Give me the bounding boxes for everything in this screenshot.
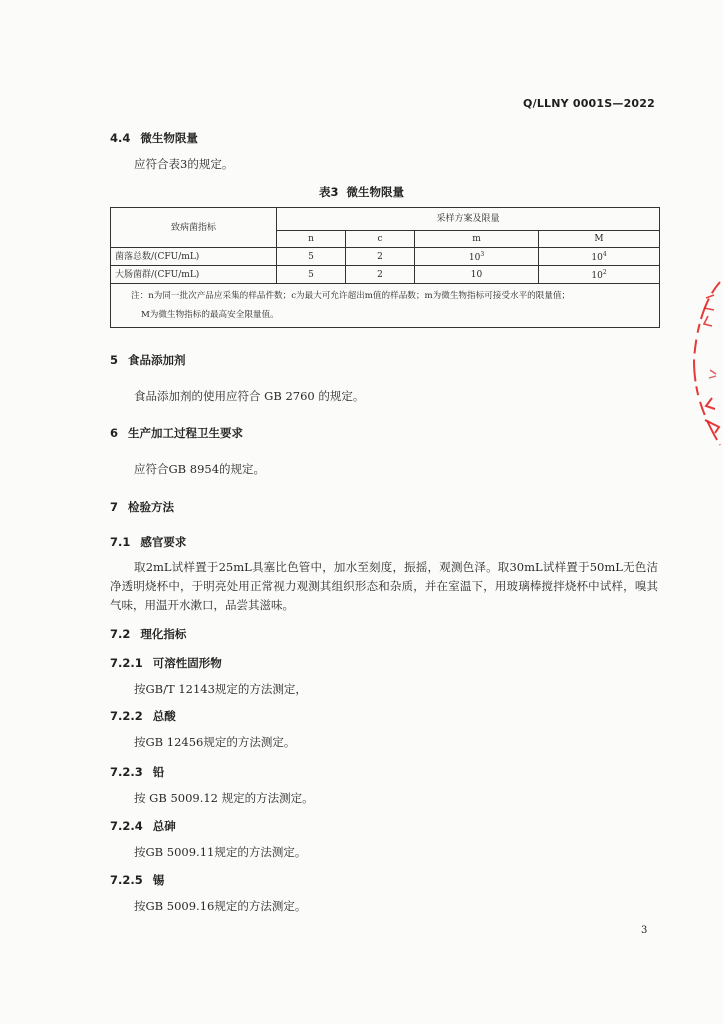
section-7-2-1-text: 按GB/T 12143规定的方法测定， — [134, 682, 307, 696]
section-title: 总酸 — [152, 709, 176, 723]
section-number: 7.2.4 — [110, 819, 143, 833]
table-header-group: 采样方案及限量 — [277, 208, 660, 231]
section-title: 生产加工过程卫生要求 — [128, 426, 244, 440]
table-note — [111, 284, 660, 328]
section-7-2-4-heading — [110, 818, 176, 834]
table-cell-c: 2 — [346, 248, 415, 266]
table-cell-M: $10^2$ — [539, 266, 660, 284]
table-caption — [0, 184, 723, 200]
section-4-4-text: 应符合表3的规定。 — [134, 157, 234, 171]
section-7-2-heading — [110, 626, 186, 642]
table-row — [111, 248, 660, 266]
section-title: 总砷 — [152, 819, 176, 833]
table-note-line-2: M为微生物指标的最高安全限量值。 — [141, 310, 279, 320]
section-title: 检验方法 — [128, 500, 175, 514]
section-7-2-3-heading — [110, 764, 164, 780]
section-number: 5 — [110, 353, 119, 367]
section-number: 4.4 — [110, 131, 131, 145]
section-4-4-heading — [110, 130, 198, 146]
table-subheader-c: c — [346, 231, 415, 248]
section-number: 7 — [110, 500, 119, 514]
section-7-1-heading — [110, 534, 186, 550]
document-code-header: Q/LLNY 0001S—2022 — [523, 97, 655, 110]
section-7-2-3-text: 按 GB 5009.12 规定的方法测定。 — [134, 791, 314, 805]
section-7-2-5-heading — [110, 872, 164, 888]
section-title: 感官要求 — [140, 535, 187, 549]
section-7-heading — [110, 499, 174, 515]
section-7-2-4-text: 按GB 5009.11规定的方法测定。 — [134, 845, 307, 859]
red-seal-stamp — [690, 280, 723, 450]
table-cell-m: $10^3$ — [415, 248, 539, 266]
page-number: 3 — [641, 925, 648, 936]
section-7-2-2-text: 按GB 12456规定的方法测定。 — [134, 735, 296, 749]
table-cell-m: 10 — [415, 266, 539, 284]
table-cell-c: 2 — [346, 266, 415, 284]
section-7-2-5-text: 按GB 5009.16规定的方法测定。 — [134, 899, 307, 913]
table-cell-n: 5 — [277, 266, 346, 284]
table-caption-title: 微生物限量 — [346, 185, 404, 199]
table-header-item: 致病菌指标 — [111, 208, 277, 248]
section-title: 铅 — [152, 765, 165, 779]
section-6-text: 应符合GB 8954的规定。 — [134, 462, 266, 476]
section-title: 理化指标 — [140, 627, 187, 641]
section-number: 7.2.5 — [110, 873, 143, 887]
section-title: 锡 — [152, 873, 165, 887]
section-6-heading — [110, 425, 243, 441]
table-cell-name: 大肠菌群/(CFU/mL) — [111, 266, 277, 284]
microbial-limit-table — [110, 207, 660, 328]
section-title: 可溶性固形物 — [152, 656, 222, 670]
section-title: 食品添加剂 — [128, 353, 186, 367]
section-number: 7.2.1 — [110, 656, 143, 670]
table-cell-M: $10^4$ — [539, 248, 660, 266]
section-number: 7.1 — [110, 535, 131, 549]
section-number: 7.2 — [110, 627, 131, 641]
section-number: 6 — [110, 426, 119, 440]
section-number: 7.2.2 — [110, 709, 143, 723]
table-subheader-M: M — [539, 231, 660, 248]
section-title: 微生物限量 — [140, 131, 198, 145]
section-5-heading — [110, 352, 186, 368]
section-7-2-2-heading — [110, 708, 176, 724]
section-number: 7.2.3 — [110, 765, 143, 779]
table-cell-name: 菌落总数/(CFU/mL) — [111, 248, 277, 266]
table-note-line-1: 注：n为同一批次产品应采集的样品件数；c为最大可允许超出m值的样品数；m为微生物指标可接受水平的限量值； — [131, 291, 571, 301]
section-5-text: 食品添加剂的使用应符合 GB 2760 的规定。 — [134, 389, 365, 403]
table-caption-number: 表3 — [318, 185, 339, 199]
table-row — [111, 266, 660, 284]
section-7-1-text: 取2mL试样置于25mL具塞比色管中，加水至刻度，振摇，观测色泽。取30mL试样置于50mL无色洁净透明烧杯中，于明亮处用正常视力观测其组织形态和杂质，并在室温下，用玻璃棒搅拌烧杯中试样，嗅其气味，用温开水漱口，品尝其滋味。 — [110, 560, 658, 612]
table-subheader-m: m — [415, 231, 539, 248]
table-subheader-n: n — [277, 231, 346, 248]
table-cell-n: 5 — [277, 248, 346, 266]
section-7-2-1-heading — [110, 655, 222, 671]
